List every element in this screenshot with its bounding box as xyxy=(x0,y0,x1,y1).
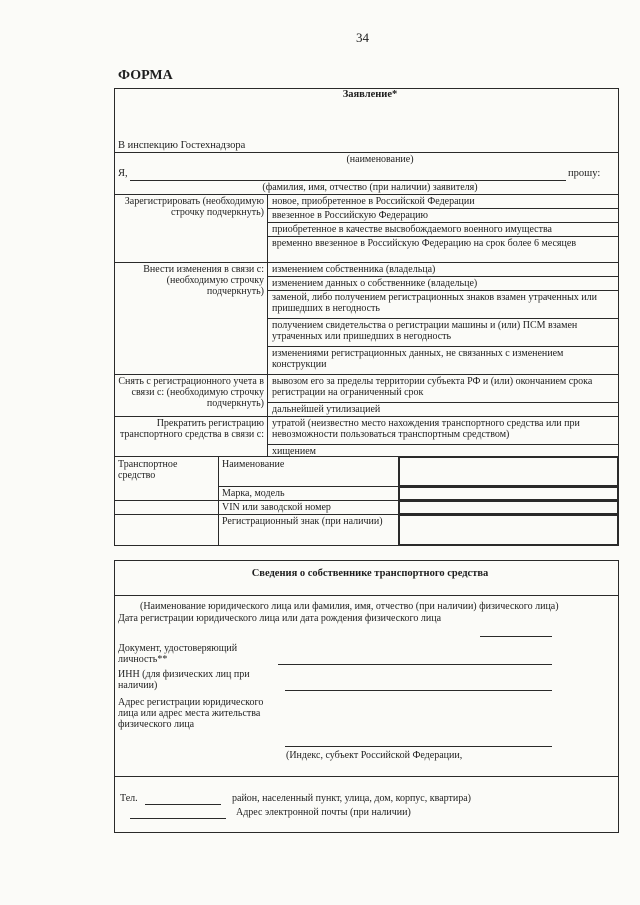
changes-option-certificate[interactable]: получением свидетельства о регистрации машины и (или) ПСМ взамен утраченных или пришедших в негодность xyxy=(272,320,578,342)
changes-option-data[interactable]: изменениями регистрационных данных, не связанных с изменением конструкции xyxy=(272,348,564,370)
owner-name-caption: (Наименование юридического лица или фамилия, имя, отчество (при наличии) физического лица) xyxy=(140,601,559,612)
vehicle-field-name: Наименование xyxy=(222,459,285,470)
owner-reg-date-line[interactable] xyxy=(480,636,552,637)
vehicle-field-model: Марка, модель xyxy=(222,488,285,499)
vehicle-field-vin: VIN или заводской номер xyxy=(222,502,331,513)
register-option-imported[interactable]: ввезенное в Российскую Федерацию xyxy=(272,210,428,221)
register-option-new[interactable]: новое, приобретенное в Российской Федерации xyxy=(272,196,475,207)
fio-caption: (фамилия, имя, отчество (при наличии) заявителя) xyxy=(262,182,478,193)
owner-inn-line[interactable] xyxy=(285,690,552,691)
inspection-line: В инспекцию Гостехнадзора xyxy=(118,140,246,151)
owner-reg-date-label: Дата регистрации юридического лица или дата рождения физического лица xyxy=(118,613,442,624)
owner-document-label: Документ, удостоверяющий личность** xyxy=(118,643,238,665)
owner-address-line[interactable] xyxy=(285,746,552,747)
vehicle-vin-input[interactable] xyxy=(399,501,618,514)
deregister-option-utilization[interactable]: дальнейшей утилизацией xyxy=(272,404,381,415)
email-line[interactable] xyxy=(130,818,226,819)
email-caption: Адрес электронной почты (при наличии) xyxy=(236,807,411,818)
changes-option-plates[interactable]: заменой, либо получением регистрационных знаков взамен утраченных или пришедших в негодность xyxy=(272,292,597,314)
terminate-label: Прекратить регистрацию транспортного средства в связи с: xyxy=(119,418,264,440)
register-label: Зарегистрировать (необходимую строчку подчеркнуть) xyxy=(124,196,264,218)
owner-address-caption-2: район, населенный пункт, улица, дом, корпус, квартира) xyxy=(232,793,471,804)
i-label: Я, xyxy=(118,168,128,179)
owner-document-line[interactable] xyxy=(278,664,552,665)
vehicle-name-input[interactable] xyxy=(399,457,618,486)
deregister-option-export[interactable]: вывозом его за пределы территории субъекта РФ и (или) окончанием срока регистрации на ограниченный срок xyxy=(272,376,593,398)
deregister-label: Снять с регистрационного учета в связи с: (необходимую строчку подчеркнуть) xyxy=(118,376,264,409)
changes-option-owner[interactable]: изменением собственника (владельца) xyxy=(272,264,436,275)
ask-label: прошу: xyxy=(568,168,601,179)
vehicle-model-input[interactable] xyxy=(399,487,618,500)
terminate-option-loss[interactable]: утратой (неизвестно место нахождения транспортного средства или при невозможности пользоваться транспортным средством) xyxy=(272,418,580,440)
owner-address-label: Адрес регистрации юридического лица или адрес места жительства физического лица xyxy=(118,697,264,730)
phone-label: Тел. xyxy=(120,793,138,804)
terminate-option-theft[interactable]: хищением xyxy=(272,446,316,457)
form-heading: ФОРМА xyxy=(118,68,173,83)
changes-option-owner-data[interactable]: изменением данных о собственнике (владельце) xyxy=(272,278,478,289)
vehicle-plate-input[interactable] xyxy=(399,515,618,545)
register-option-military[interactable]: приобретенное в качестве высвобождаемого военного имущества xyxy=(272,224,552,235)
register-option-temporary[interactable]: временно ввезенное в Российскую Федерацию на срок более 6 месяцев xyxy=(272,238,577,249)
owner-title: Сведения о собственнике транспортного средства xyxy=(251,568,489,579)
page-number: 34 xyxy=(356,30,369,45)
phone-line[interactable] xyxy=(145,804,221,805)
changes-label: Внести изменения в связи с: (необходимую строчку подчеркнуть) xyxy=(143,264,264,297)
vehicle-label: Транспортное средство xyxy=(118,459,178,481)
owner-inn-label: ИНН (для физических лиц при наличии) xyxy=(118,669,250,691)
owner-address-caption: (Индекс, субъект Российской Федерации, xyxy=(286,750,463,761)
vehicle-field-plate: Регистрационный знак (при наличии) xyxy=(222,516,383,527)
name-caption: (наименование) xyxy=(346,154,414,165)
statement-title: Заявление* xyxy=(342,89,398,100)
